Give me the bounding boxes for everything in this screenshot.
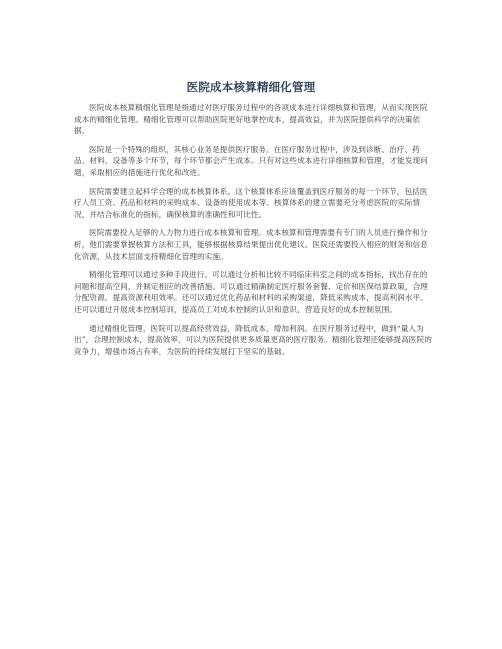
document-title: 医院成本核算精细化管理 (186, 80, 316, 94)
document-body (74, 102, 432, 364)
paragraph-5: 精细化管理可以通过多种手段进行。可以通过分析和比较不同临床科室之间的成本指标，找出存在的问题和提高空间，并制定相应的改善措施。可以通过精确制定医疗服务套餐、定价和医保结算政策，合理分配资源，提高资源利用效率。还可以通过优化药品和材料的采购渠道，降低采购成本，提高利润水平。还可以通过开展成本控制培训，提高员工对成本控制的认识和意识，营造良好的成本控制氛围。 (74, 270, 428, 314)
paragraph-6: 通过精细化管理，医院可以提高经营效益，降低成本，增加利润。在医疗服务过程中，做到“量入为出”，合理控制成本，提高效率，可以为医院提供更多质量更高的医疗服务。精细化管理还能够提高医院的竞争力，增强市场占有率，为医院的持续发展打下坚实的基础。 (74, 323, 432, 356)
paragraph-3: 医院需要建立起科学合理的成本核算体系。这个核算体系应该覆盖到医疗服务的每一个环节，包括医疗人员工资、药品和材料的采购成本、设备的使用成本等。核算体系的建立需要充分考虑医院的实际情况，并结合标准化的指标，确保核算的准确性和可比性。 (74, 186, 428, 219)
paragraph-4: 医院需要投入足够的人力物力进行成本核算和管理。成本核算和管理需要有专门的人员进行操作和分析，他们需要掌握核算方法和工具，能够根据核算结果提出优化建议。医院还需要投入相应的财务和信息化资源，从技术层面支持精细化管理的实施。 (74, 228, 428, 261)
paragraph-1: 医院成本核算精细化管理是指通过对医疗服务过程中的各项成本进行详细核算和管理，从而实现医院成本的精细化管理。精细化管理可以帮助医院更好地掌控成本，提高效益，并为医院提供科学的决策依据。 (74, 103, 428, 136)
paragraph-2: 医院是一个特殊的组织，其核心业务是提供医疗服务。在医疗服务过程中，涉及到诊断、治疗、药品、材料、设备等多个环节，每个环节都会产生成本。只有对这些成本进行详细核算和管理，才能发现问题，采取相应的措施进行优化和改进。 (74, 144, 428, 177)
